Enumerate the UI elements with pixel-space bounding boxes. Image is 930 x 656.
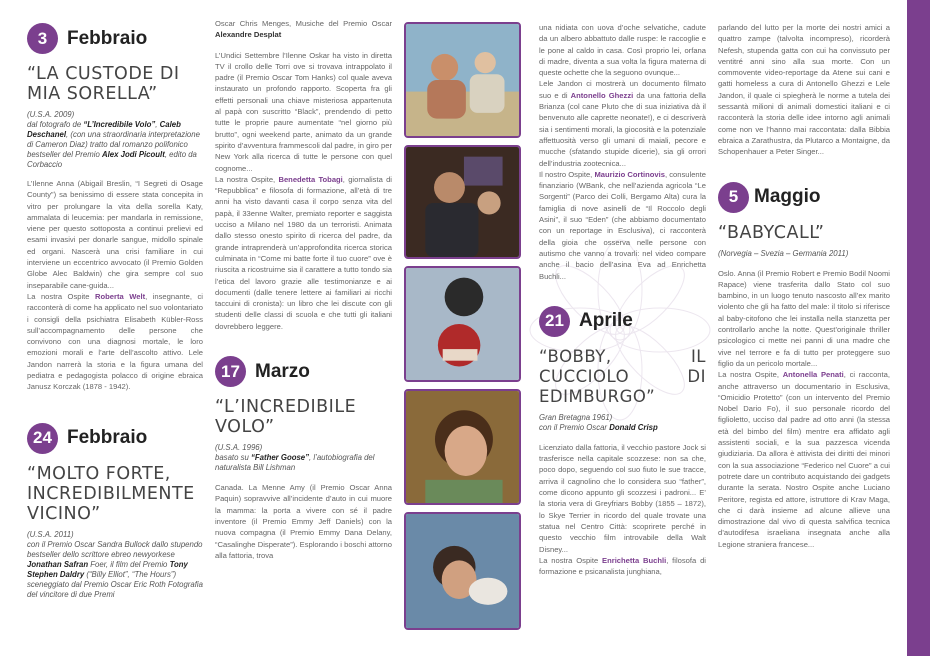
film-synopsis: Oslo. Anna (il Premio Robert e Premio Bodil Noomi Rapace) viene trasferita dallo Stato col suo bambino, in un luogo tenuto nascosto all’ex marito violento che gli ha fatto del male: il titolo si riferisce al baby-citofono che lei installa nella stanzetta per controllarlo anche la notte. Quest’originale thriller psicologico ci mette nei panni di una madre che vive nel terrore e fa di tutto per proteggere suo figlio da un pericolo mortale... bbox=[718, 268, 890, 368]
film-still-photo bbox=[404, 266, 521, 382]
event-header-may5 bbox=[718, 182, 890, 213]
month-label: Febbraio bbox=[67, 427, 148, 449]
film-still-photo bbox=[404, 389, 521, 505]
day-badge: 5 bbox=[718, 182, 749, 213]
film-meta: (U.S.A. 2009) dal fotografo de “L’Incredibile Volo”, Caleb Deschanel, (con una straordinaria interpretazione di Cameron Diaz) tratto dal romanzo polifonico bestseller del Premio Alex Jodi Picoult, edito da Corbaccio bbox=[27, 110, 200, 169]
film-title: “LA CUSTODE DI MIA SORELLA” bbox=[27, 64, 180, 104]
month-label: Maggio bbox=[754, 186, 821, 208]
film-title: “BABYCALL” bbox=[718, 222, 825, 243]
credits-continued: Oscar Chris Menges, Musiche del Premio Oscar Alexandre Desplat bbox=[215, 19, 392, 40]
month-label: Marzo bbox=[255, 360, 310, 382]
guest-paragraph: La nostra Ospite, Benedetta Tobagi, giornalista di “Repubblica” e filosofa di formazione, all’età di tre anni ha visto davanti casa il corpo senza vita del papà, il 33enne Walter, premiato reporter e saggista ucciso a Milano nel 1980 da un terroristi. Animata dallo stesso onesto spirito di ricerca del padre, da grande intraprenderà un’approfondita ricerca storica culminata in “Come mi batte forte il tuo cuore” ove è riuscita a ricostruirne sia il carattere a tutto tondo sia l’etica del lavoro grazie alle testimonianze e ai documenti (dalle tenere lettere ai familiari ai ricchi taccuini di cronista): un libro che lei discute con gli studenti delle classi di scuola e che tutti gli italiani dovrebbero leggere. bbox=[215, 174, 392, 331]
column-3 bbox=[539, 22, 706, 656]
film-meta: (Norvegia – Svezia – Germania 2011) bbox=[718, 248, 849, 258]
film-title: “MOLTO FORTE, INCREDIBILMENTE VICINO” bbox=[27, 463, 195, 524]
guest-paragraph: Lele Jandon ci mostrerà un documento filmato suo e di Antonello Ghezzi da una fattoria della Brianza (col cane Pluto che di sua iniziativa dà il benvenuto alle caprette neonate!), e ci descriverà sia i sentimenti morali, la giocosità e la potenziale affettuosità verso gli umani di maiali, pecore e mucche (sfatando stupide dicerie), sia gli orrori dell’industria zootecnica... bbox=[539, 79, 706, 168]
guest-paragraph: La nostra Ospite, Antonella Penati, ci racconta, anche attraverso un documentario in Esclusiva, “Omicidio Protetto” (con un intervento del Premio Nobel Dario Fo), il suo personale ricordo del figlioletto, ucciso dal padre ad otto anni (la stessa età del bimbo del film) mentre era affidato agli assistenti sociali, e la sua pazzesca vicenda giudiziaria. Da allora è attivista dei diritti dei minori con la sua associazione “Federico nel Cuore” a cui potrete dare un contributo acquistando dei gadgets durante la serata. Nostro Ospite anche Luciano Peritore, regista ed attore, istruttore di Krav Maga, che ci darà insieme ad alcune allieve una dimostrazione dal vivo di questa salvifica tecnica d’autodifesa israeliana insegnata anche alla Legione straniera francese... bbox=[718, 370, 890, 549]
film-meta: Gran Bretagna 1961) con il Premio Oscar Donald Crisp bbox=[539, 412, 658, 432]
guest-paragraph: parlando del lutto per la morte dei nostri amici a quattro zampe (talvolta incompreso), ricorderà Nefesh, stupenda gatta con cui ha convissuto per ventitré anni sino alla sua morte. Con un commovente video-reportage da Atene sui cani e gatti homeless a cura di Antonello Ghezzi e Lele Jandon, il quale ci spiegherà le norme a tutela dei sessantà milioni di animali domestici italiani e ci racconterà la storia delle idee intorno agli animali come non ve l’hanno mai raccontata: dalla Bibbia ebraica a Zarathustra, da Plutarco a Montaigne, da Schopenhauer a Peter Singer... bbox=[718, 23, 890, 157]
event-header-apr21 bbox=[539, 306, 706, 337]
film-still-photo bbox=[404, 22, 521, 138]
day-badge: 3 bbox=[27, 23, 58, 54]
day-badge: 21 bbox=[539, 306, 570, 337]
film-synopsis: Canada. La Menne Amy (il Premio Oscar Anna Paquin) sopravvive all’incidente d’auto in cui muore la mamma: la porta a vivere con sé il padre inventore (il Premio Emmy Jeff Daniels) con la nuova compagna (il Premio Emmy Dana Delany, “Casalinghe Disperate”). Esplorando i boschi attorno alla fattoria, trova bbox=[215, 483, 392, 560]
month-label: Febbraio bbox=[67, 27, 148, 49]
guest-paragraph: La nostra Ospite Enrichetta Buchli, filosofa di formazione e psicanalista junghiana, bbox=[539, 555, 706, 577]
film-synopsis: L’Undici Settembre l’Ilenne Oskar ha visto in diretta TV il crollo delle Torri ove si trovava intrappolato il padre (il Premio Oscar Tom Hanks) col quale aveva instaurato un profondo rapporto. Scoperta fra gli effetti personali una chiave misteriosa appartenuta al papà con suscritto “Black”, prendendo di petto tutte le proprie paure aumentate “nel giorno più brutto”, ogni weekend parte, animato da un grande spirito d’avventura frammescoli dal padre, in giro per New York alla ricerca di tutte le persone con quel cognome... bbox=[215, 50, 392, 173]
event-header-mar17 bbox=[215, 356, 392, 387]
film-synopsis: Licenziato dalla fattoria, il vecchio pastore Jock si trasferisce nella capitale scozzese: non sa che, poco dopo, seguendo col suo fiuto le sue tracce, arriva il cagnolino che lo considera suo “father”, come dicono appunto gli scozzesi i padroni... E’ la storia vera di Greyfriars Bobby (1855 – 1872), lo Skye Terrier in ricordo del quale trovate una statua nel Centro Città: scoprirete perché in questo vecchio film introvabile della Walt Disney... bbox=[539, 442, 706, 554]
column-2 bbox=[215, 18, 392, 656]
film-still-photo bbox=[404, 145, 521, 259]
film-synopsis: una nidiata con uova d’oche selvatiche, cadute da un albero abbattuto dalle ruspe: le raccoglie e le pone al caldo in casa. Così proprio lei, orfana di madre, diventa a sua volta la figura materna di queste ochette che la seguono ovunque... bbox=[539, 23, 706, 78]
film-still-photo bbox=[404, 512, 521, 630]
film-synopsis: L’Ilenne Anna (Abigail Breslin, “I Segreti di Osage County”) sa benissimo di essere stata concepita in vitro per prolungare la vita della sorella Katy, ammalata di leucemia: per mandarla in remissione, viene per questo sottoposta a continui prelievi ed esami invasivi per donarle sangue, midollo spinale ed organi. Nascerà una crisi familiare in cui interviene un eccentrico avvocato (il Premio Golden Globe Alec Baldwin) che gira sempre col suo inseparabile cane-guida... bbox=[27, 179, 203, 290]
event-header-feb24 bbox=[27, 423, 203, 454]
film-meta: (U.S.A. 1996) basato su “Father Goose”, l’autobiografia del naturalista Bill Lishman bbox=[215, 443, 375, 473]
column-4 bbox=[718, 22, 890, 656]
day-badge: 24 bbox=[27, 423, 58, 454]
month-label: Aprile bbox=[579, 310, 633, 332]
guest-paragraph: La nostra Ospite Roberta Welt, insegnante, ci racconterà di come ha applicato nel suo volontariato i consigli della psichiatra Elisabeth Kübler-Ross sull’accompagnamento delle persone che convivono con una diagnosi mortale, le loro emozioni morali e l’arte dell’ascolto attivo. Lele Jandon narrerà la storia e la figura umana del pediatra e pedagogista polacco di origine ebraica Janusz Korczak (1878 - 1942). bbox=[27, 291, 203, 392]
column-1 bbox=[27, 0, 203, 600]
guest-paragraph: Il nostro Ospite, Maurizio Cortinovis, consulente finanziario (WBank, che nell’azienda agricola “Le Sorgenti” (Parco dei Colli, Bergamo Alta) cura la famiglia di nove asinelli de “Il Roccolo degli Asini”, il suo “Eden” (che abbiamo documentato con un reportage in Esclusiva), ci racconterà della gioia che osserva nelle persone con autismo che vanno a trovarli: nel video compare anche il bacio dell’asina Eva ad Enrichetta Buchli... bbox=[539, 169, 706, 281]
film-title: “BOBBY, IL CUCCIOLO DI EDIMBURGO” bbox=[539, 346, 706, 406]
film-title: “L’INCREDIBILE VOLO” bbox=[215, 397, 357, 438]
event-header-feb3 bbox=[27, 23, 203, 54]
day-badge: 17 bbox=[215, 356, 246, 387]
film-meta: (U.S.A. 2011) con il Premio Oscar Sandra Bullock dallo stupendo bestseller dello scrittore ebreo newyorkese Jonathan Safran Foer, il film del Premio Tony Stephen Daldry (“Billy Elliot”, “The Hours”) sceneggiato dal Premio Oscar Eric Roth Fotografia del vincitore di due Premi bbox=[27, 529, 203, 599]
purple-sidebar bbox=[907, 0, 930, 656]
